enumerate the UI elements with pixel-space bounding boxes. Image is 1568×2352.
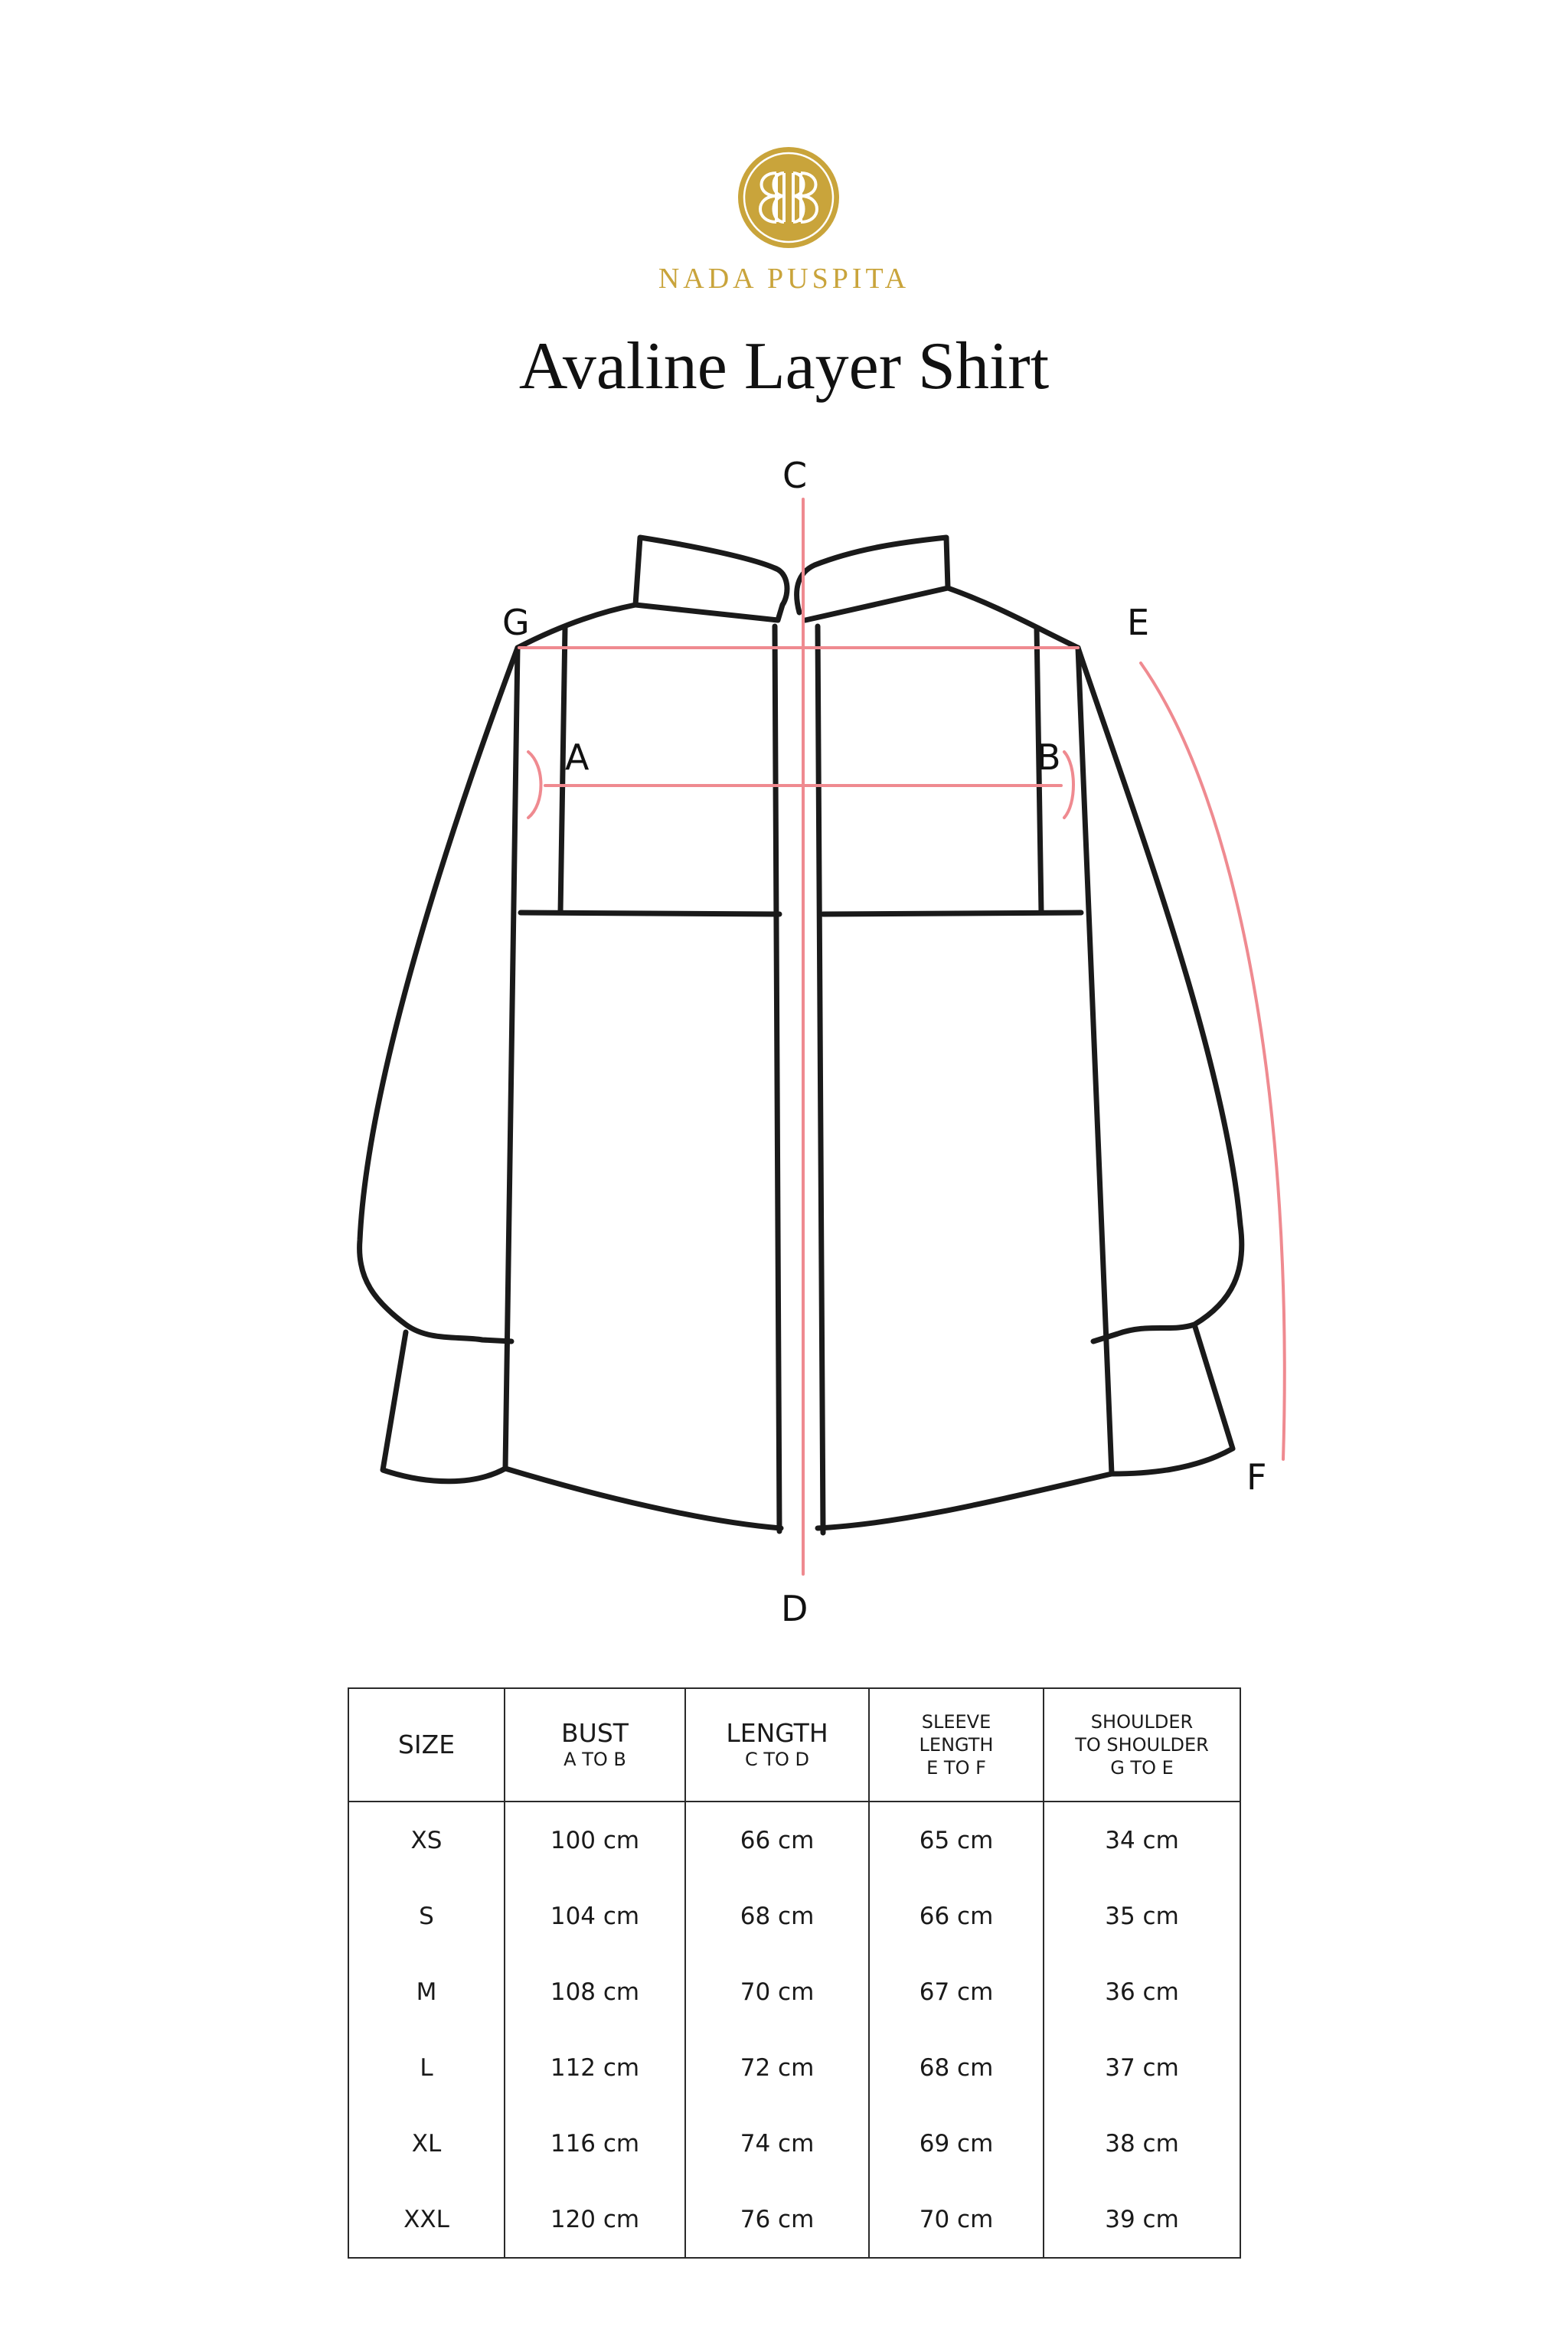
column-header-title: BUST (561, 1718, 629, 1749)
table-row (348, 1802, 1240, 1878)
measurement-cell: 108 cm (505, 1954, 685, 2030)
header-row (348, 1688, 1240, 1802)
column-header-title: LENGTH (726, 1718, 828, 1749)
size-chart-table (348, 1687, 1241, 2259)
sleeve-right (1078, 648, 1242, 1474)
size-cell: XS (348, 1802, 505, 1878)
measurement-cell: 100 cm (505, 1802, 685, 1878)
page-title: Avaline Layer Shirt (518, 329, 1050, 403)
measurement-cell: 70 cm (869, 2181, 1044, 2258)
column-header-subtitle: A TO B (564, 1748, 626, 1770)
measurement-cell: 70 cm (685, 1954, 869, 2030)
measurement-cell: 39 cm (1044, 2181, 1240, 2258)
measurement-cell: 36 cm (1044, 1954, 1240, 2030)
sleeve-left (360, 648, 518, 1481)
point-b-label: B (1037, 737, 1061, 778)
shirt-illustration (0, 429, 1568, 1654)
size-cell: XXL (348, 2181, 505, 2258)
placket-left (775, 626, 779, 1531)
table-row (348, 2105, 1240, 2181)
column-header (685, 1688, 869, 1802)
column-header (505, 1688, 685, 1802)
column-header-subtitle: SHOULDER (1090, 1711, 1194, 1733)
measurement-cell: 68 cm (685, 1878, 869, 1954)
column-header (348, 1688, 505, 1802)
table-row (348, 2030, 1240, 2105)
column-header (869, 1688, 1044, 1802)
measurement-cell: 68 cm (869, 2030, 1044, 2105)
size-cell: L (348, 2030, 505, 2105)
point-a-label: A (565, 737, 590, 778)
size-chart-body (348, 1802, 1240, 2258)
shirt-measurement-diagram (0, 429, 1568, 1654)
size-cell: M (348, 1954, 505, 2030)
table-row (348, 1878, 1240, 1954)
measurement-cell: 72 cm (685, 2030, 869, 2105)
brand-name: NADA PUSPITA (658, 263, 910, 295)
measurement-cell: 65 cm (869, 1802, 1044, 1878)
measurement-cell: 38 cm (1044, 2105, 1240, 2181)
point-d-label: D (781, 1588, 808, 1629)
point-e-label: E (1127, 602, 1150, 643)
size-cell: S (348, 1878, 505, 1954)
measurement-cell: 66 cm (869, 1878, 1044, 1954)
measurement-cell: 37 cm (1044, 2030, 1240, 2105)
measurement-cell: 35 cm (1044, 1878, 1240, 1954)
column-header-subtitle: G TO E (1110, 1757, 1174, 1779)
measure-b-arc (1064, 752, 1073, 818)
placket-right (818, 626, 823, 1533)
point-c-label: C (782, 455, 808, 496)
bb-monogram-seal-icon (733, 142, 844, 253)
measure-a-arc (528, 752, 541, 818)
collar-right (797, 537, 948, 620)
measurement-cell: 104 cm (505, 1878, 685, 1954)
table-row (348, 1954, 1240, 2030)
measurement-cell: 74 cm (685, 2105, 869, 2181)
yoke-seam (521, 913, 1081, 914)
size-cell: XL (348, 2105, 505, 2181)
measurement-cell: 69 cm (869, 2105, 1044, 2181)
measurement-cell: 112 cm (505, 2030, 685, 2105)
column-header-subtitle: TO SHOULDER (1075, 1734, 1209, 1756)
measurement-cell: 116 cm (505, 2105, 685, 2181)
column-header-subtitle: E TO F (926, 1757, 986, 1779)
column-header-subtitle: SLEEVE (921, 1711, 991, 1733)
measurement-cell: 120 cm (505, 2181, 685, 2258)
column-header-subtitle: LENGTH (919, 1734, 994, 1756)
body-outline (505, 588, 1112, 1528)
column-header (1044, 1688, 1240, 1802)
collar-left (635, 537, 787, 620)
column-header-title: SIZE (397, 1730, 456, 1760)
point-f-label: F (1246, 1456, 1267, 1498)
point-g-label: G (502, 602, 530, 643)
column-header-subtitle: C TO D (744, 1748, 810, 1770)
measurement-cell: 34 cm (1044, 1802, 1240, 1878)
size-chart-header (348, 1688, 1240, 1802)
table-row (348, 2181, 1240, 2258)
measurement-cell: 66 cm (685, 1802, 869, 1878)
measurement-cell: 76 cm (685, 2181, 869, 2258)
measurement-cell: 67 cm (869, 1954, 1044, 2030)
